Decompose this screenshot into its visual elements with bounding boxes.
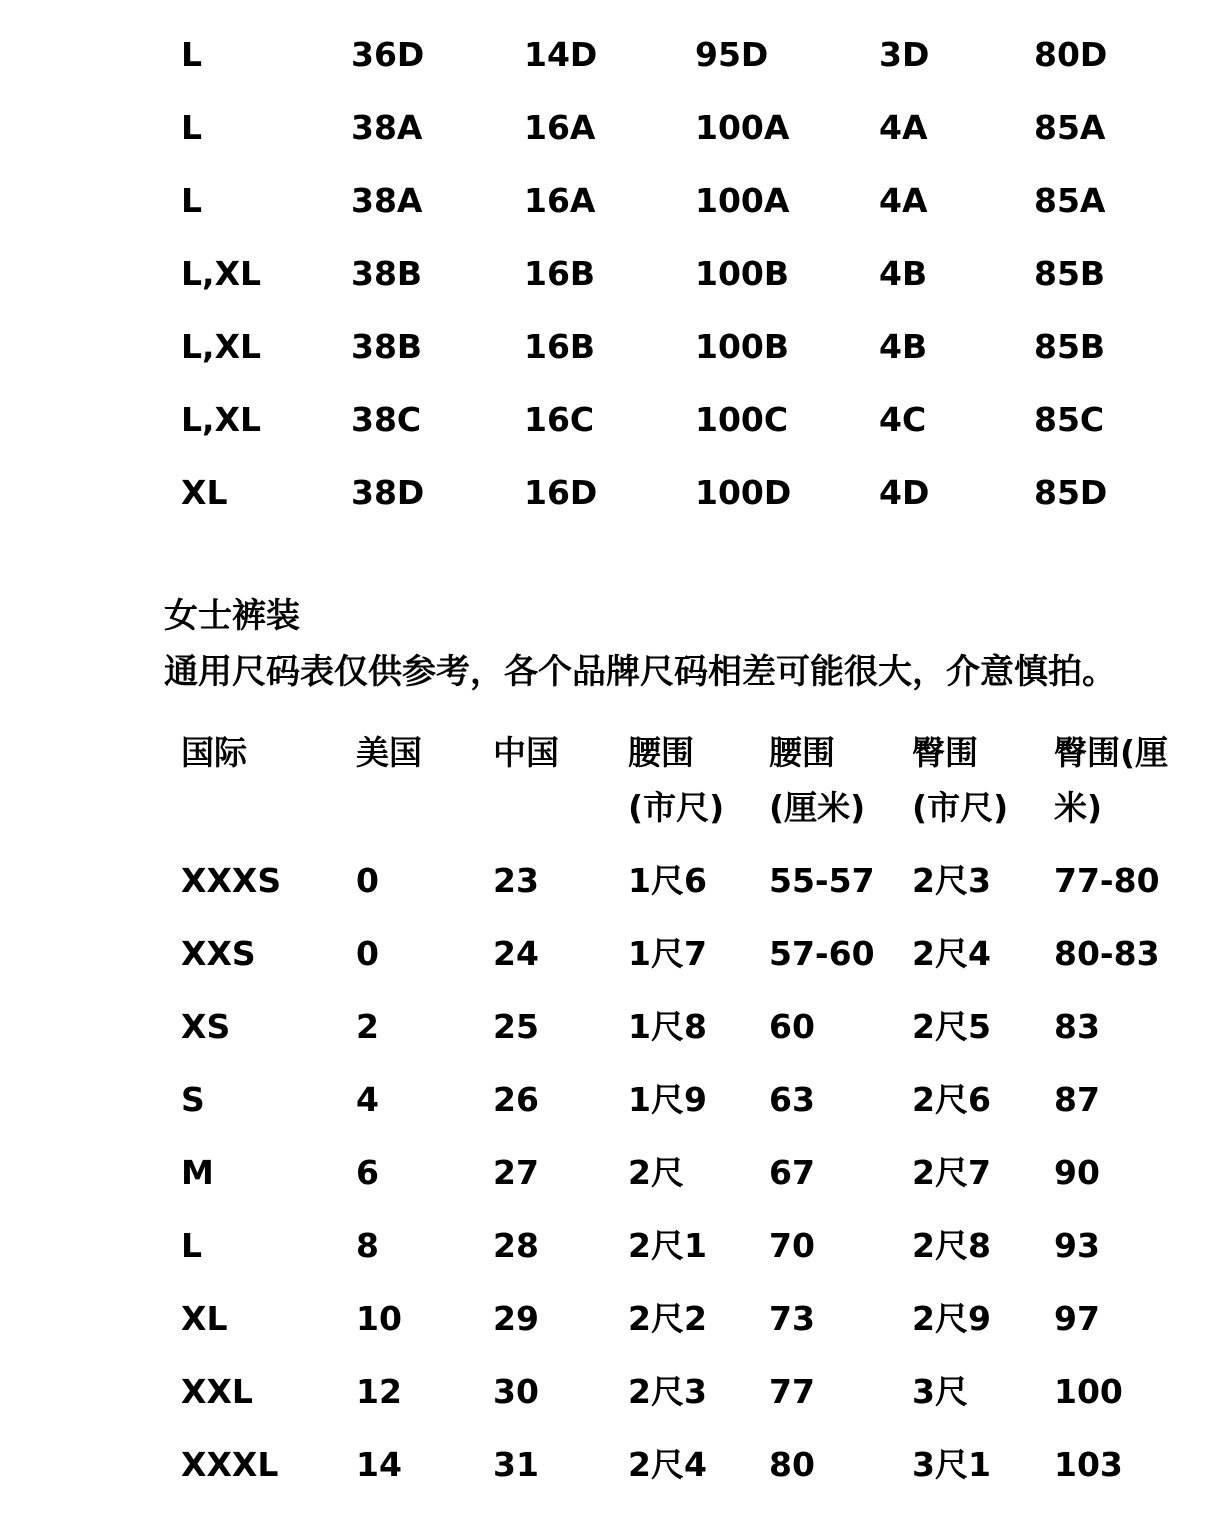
pants-table-cell: 57-60 <box>769 934 875 973</box>
pants-table-header: 腰围 (市尺) <box>628 733 725 827</box>
bra-table-cell: 38B <box>351 327 423 366</box>
pants-table-header: 国际 <box>181 733 247 772</box>
pants-table-cell: 2尺3 <box>912 861 991 900</box>
bra-table-cell: 16C <box>524 400 595 439</box>
bra-table-cell: 100A <box>695 108 790 147</box>
pants-table-cell: 24 <box>493 934 539 973</box>
pants-table-cell: 29 <box>493 1299 539 1338</box>
pants-table-header: 美国 <box>356 733 422 772</box>
bra-table-cell: 100A <box>695 181 790 220</box>
bra-table-cell: 85A <box>1034 108 1106 147</box>
bra-table-cell: 4B <box>879 254 928 293</box>
bra-table-cell: 85D <box>1034 473 1108 512</box>
pants-table-cell: 67 <box>769 1153 815 1192</box>
pants-table-cell: 6 <box>356 1153 379 1192</box>
pants-table-cell: XXL <box>181 1372 253 1411</box>
pants-table-cell: 4 <box>356 1080 379 1119</box>
pants-table-cell: S <box>181 1080 205 1119</box>
pants-table-cell: 8 <box>356 1226 379 1265</box>
pants-table-cell: 27 <box>493 1153 539 1192</box>
bra-table-cell: 16B <box>524 254 596 293</box>
pants-table-cell: 2尺4 <box>912 934 991 973</box>
pants-table-cell: 55-57 <box>769 861 875 900</box>
size-note: 通用尺码表仅供参考，各个品牌尺码相差可能很大，介意慎拍。 <box>164 652 1116 692</box>
bra-table-cell: L <box>181 35 203 74</box>
pants-table-cell: 26 <box>493 1080 539 1119</box>
pants-table-cell: 2尺4 <box>628 1445 707 1484</box>
bra-table-cell: 95D <box>695 35 769 74</box>
bra-table-cell: 85C <box>1034 400 1105 439</box>
pants-table-cell: 97 <box>1054 1299 1100 1338</box>
bra-table-cell: 14D <box>524 35 598 74</box>
section-title: 女士裤装 <box>164 596 300 636</box>
bra-table-cell: 3D <box>879 35 930 74</box>
pants-table-cell: 12 <box>356 1372 402 1411</box>
pants-table-cell: 2尺3 <box>628 1372 707 1411</box>
pants-table-cell: 90 <box>1054 1153 1100 1192</box>
bra-table-cell: 4A <box>879 181 928 220</box>
bra-table-cell: XL <box>181 473 228 512</box>
bra-table-cell: 80D <box>1034 35 1108 74</box>
bra-table-cell: 85B <box>1034 327 1106 366</box>
bra-table-cell: 4A <box>879 108 928 147</box>
pants-table-cell: 60 <box>769 1007 815 1046</box>
pants-table-cell: 23 <box>493 861 539 900</box>
pants-table-cell: 1尺7 <box>628 934 707 973</box>
pants-table-cell: 3尺1 <box>912 1445 991 1484</box>
pants-table-cell: 2尺 <box>628 1153 684 1192</box>
pants-table-header: 中国 <box>493 733 559 772</box>
pants-table-cell: XXS <box>181 934 256 973</box>
pants-table-header: 臀围(厘 米) <box>1054 733 1169 827</box>
pants-table-cell: L <box>181 1226 203 1265</box>
pants-table-cell: 2尺8 <box>912 1226 991 1265</box>
bra-table-cell: 38D <box>351 473 425 512</box>
bra-table-cell: 100B <box>695 327 790 366</box>
pants-table-header: 臀围 (市尺) <box>912 733 1009 827</box>
bra-table-cell: 4C <box>879 400 927 439</box>
pants-table-cell: 0 <box>356 934 379 973</box>
pants-table-cell: 103 <box>1054 1445 1123 1484</box>
bra-table-cell: L,XL <box>181 254 262 293</box>
bra-table-cell: 4B <box>879 327 928 366</box>
bra-table-cell: 85B <box>1034 254 1106 293</box>
pants-table-cell: 2尺5 <box>912 1007 991 1046</box>
bra-table-cell: 100D <box>695 473 792 512</box>
pants-table-cell: 63 <box>769 1080 815 1119</box>
bra-table-cell: 100C <box>695 400 789 439</box>
pants-table-cell: 1尺9 <box>628 1080 707 1119</box>
bra-table-cell: 38A <box>351 181 423 220</box>
pants-table-cell: 28 <box>493 1226 539 1265</box>
bra-table-cell: 36D <box>351 35 425 74</box>
pants-table-cell: 80-83 <box>1054 934 1160 973</box>
pants-table-cell: 14 <box>356 1445 402 1484</box>
pants-table-cell: 25 <box>493 1007 539 1046</box>
pants-table-cell: 2尺2 <box>628 1299 707 1338</box>
pants-table-cell: 0 <box>356 861 379 900</box>
bra-table-cell: 16D <box>524 473 598 512</box>
bra-table-cell: L <box>181 108 203 147</box>
pants-table-cell: 73 <box>769 1299 815 1338</box>
bra-table-cell: L <box>181 181 203 220</box>
bra-table-cell: 100B <box>695 254 790 293</box>
pants-table-cell: XL <box>181 1299 228 1338</box>
pants-table-cell: 2尺9 <box>912 1299 991 1338</box>
bra-table-cell: 16A <box>524 108 596 147</box>
pants-table-cell: 100 <box>1054 1372 1123 1411</box>
pants-table-cell: 77 <box>769 1372 815 1411</box>
pants-table-cell: 2尺1 <box>628 1226 707 1265</box>
pants-table-cell: 2尺6 <box>912 1080 991 1119</box>
pants-table-cell: 31 <box>493 1445 539 1484</box>
pants-table-cell: 80 <box>769 1445 815 1484</box>
bra-table-cell: 4D <box>879 473 930 512</box>
pants-table-cell: XS <box>181 1007 231 1046</box>
pants-table-cell: XXXS <box>181 861 282 900</box>
pants-table-cell: 1尺6 <box>628 861 707 900</box>
bra-table-cell: 16B <box>524 327 596 366</box>
bra-table-cell: L,XL <box>181 327 262 366</box>
pants-table-cell: 83 <box>1054 1007 1100 1046</box>
pants-table-header: 腰围 (厘米) <box>769 733 866 827</box>
pants-table-cell: 3尺 <box>912 1372 968 1411</box>
pants-table-cell: 70 <box>769 1226 815 1265</box>
pants-table-cell: 2尺7 <box>912 1153 991 1192</box>
bra-table-cell: 16A <box>524 181 596 220</box>
pants-table-cell: 87 <box>1054 1080 1100 1119</box>
pants-table-cell: 1尺8 <box>628 1007 707 1046</box>
pants-table-cell: 93 <box>1054 1226 1100 1265</box>
bra-table-cell: 38C <box>351 400 422 439</box>
bra-table-cell: 38A <box>351 108 423 147</box>
pants-table-cell: M <box>181 1153 214 1192</box>
pants-table-cell: 30 <box>493 1372 539 1411</box>
pants-table-cell: 77-80 <box>1054 861 1160 900</box>
bra-table-cell: L,XL <box>181 400 262 439</box>
bra-table-cell: 38B <box>351 254 423 293</box>
bra-table-cell: 85A <box>1034 181 1106 220</box>
pants-table-cell: 10 <box>356 1299 402 1338</box>
pants-table-cell: XXXL <box>181 1445 279 1484</box>
pants-table-cell: 2 <box>356 1007 379 1046</box>
